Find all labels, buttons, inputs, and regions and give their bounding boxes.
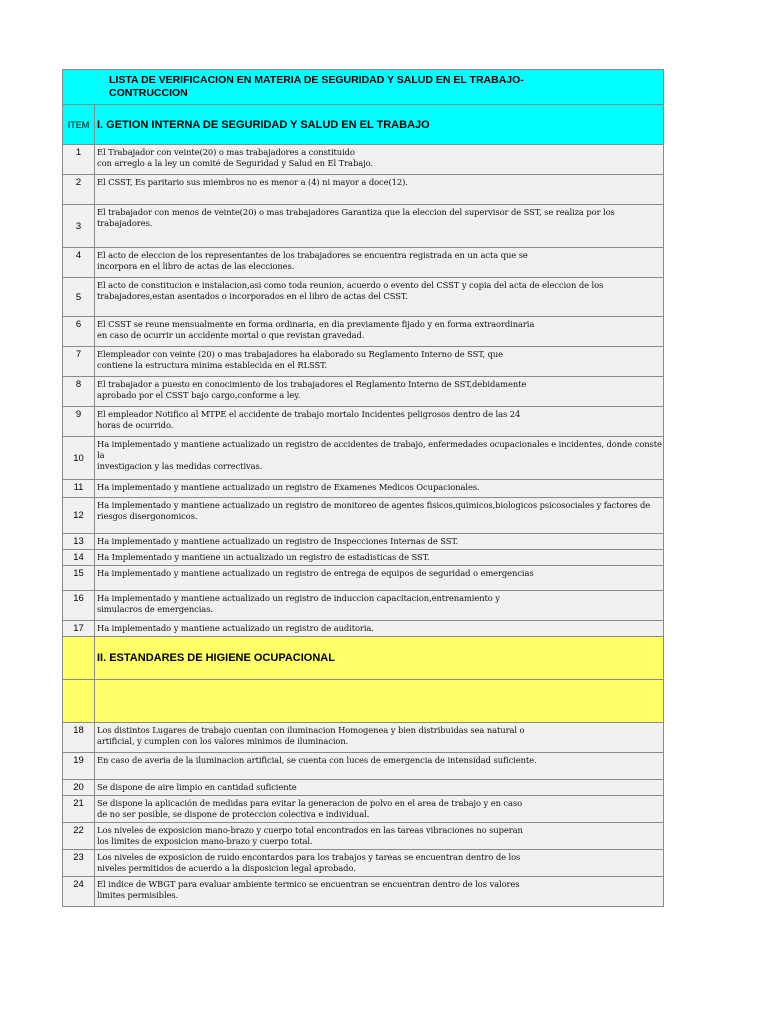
item-number: 13 [63, 534, 95, 550]
table-row [63, 347, 664, 377]
item-text: Ha implementado y mantiene actualizado un registro de induccion capacitacion,entrenamiento y simulacros de emergencias. [95, 591, 664, 621]
item-number: 20 [63, 780, 95, 796]
item-header: ITEM [63, 105, 95, 145]
item-text: El trabajador a puesto en conocimiento de los trabajadores el Reglamento Interno de SST,debidamente aprobado por el CSST bajo cargo,conforme a ley. [95, 377, 664, 407]
item-text: Se dispone la aplicación de medidas para evitar la generacion de polvo en el area de trabajo y en caso de no ser posible, se dispone de proteccion colectiva e individual. [95, 796, 664, 823]
item-text: Ha implementado y mantiene actualizado un registro de accidentes de trabajo, enfermedades ocupacionales e incidentes, donde conste la investigacion y las medidas correctivas. [95, 437, 664, 480]
item-text: Ha implementado y mantiene actualizado un registro de entrega de equipos de seguridad o emergencias [95, 566, 664, 591]
item-number: 24 [63, 877, 95, 907]
item-number: 15 [63, 566, 95, 591]
table-row [63, 248, 664, 278]
table-row [63, 377, 664, 407]
checklist-sheet [62, 69, 663, 907]
item-number: 12 [63, 498, 95, 534]
table-row [63, 534, 664, 550]
item-number: 1 [63, 145, 95, 175]
item-number: 17 [63, 621, 95, 637]
item-text: El acto de constitucion e instalacion,asi como toda reunion, acuerdo o evento del CSST y copia del acta de eleccion de los trabajadores,estan asentados o incorporados en el libro de actas del CSST. [95, 278, 664, 317]
item-text: Ha implementado y mantiene actualizado un registro de monitoreo de agentes fisicos,quimicos,biologicos psicosociales y factores de riesgos disergonomicos. [95, 498, 664, 534]
table-row [63, 145, 664, 175]
item-text: El Trabajador con veinte(20) o mas trabajadores a constituido con arreglo a la ley un comité de Seguridad y Salud en El Trabajo. [95, 145, 664, 175]
section-row-2 [63, 637, 664, 680]
item-text: El acto de eleccion de los representantes de los trabajadores se encuentra registrada en un acta que se incorpora en el libro de actas de las elecciones. [95, 248, 664, 278]
table-row [63, 498, 664, 534]
table-row [63, 753, 664, 780]
item-text: En caso de averia de la iluminacion artificial, se cuenta con luces de emergencia de intensidad suficiente. [95, 753, 664, 780]
table-row [63, 621, 664, 637]
item-number: 6 [63, 317, 95, 347]
item-number: 21 [63, 796, 95, 823]
item-text: Los niveles de exposicion de ruido encontardos para los trabajos y tareas se encuentran dentro de los niveles permitidos de acuerdo a la disposicion legal aprobado. [95, 850, 664, 877]
item-number: 22 [63, 823, 95, 850]
item-text: Los distintos Lugares de trabajo cuentan con iluminacion Homogenea y bien distribuidas sea natural o artificial, y cumplen con los valores minimos de iluminacion. [95, 723, 664, 753]
item-text: Ha Implementado y mantiene un actualizado un registro de estadisticas de SST. [95, 550, 664, 566]
item-number: 2 [63, 175, 95, 205]
table-row [63, 480, 664, 498]
item-text: Ha implementado y mantiene actualizado un registro de auditoria. [95, 621, 664, 637]
table-row [63, 850, 664, 877]
section-title-1: I. GETION INTERNA DE SEGURIDAD Y SALUD EN EL TRABAJO [95, 105, 664, 145]
item-text: El indice de WBGT para evaluar ambiente termico se encuentran se encuentran dentro de los valores limites permisibles. [95, 877, 664, 907]
table-row [63, 205, 664, 248]
checklist-table [62, 69, 664, 907]
table-row [63, 796, 664, 823]
item-number: 9 [63, 407, 95, 437]
item-text: El CSST, Es paritario sus miembros no es menor a (4) ni mayor a doce(12). [95, 175, 664, 205]
item-number: 4 [63, 248, 95, 278]
section-spacer-row [63, 680, 664, 723]
table-row [63, 823, 664, 850]
document-title: LISTA DE VERIFICACION EN MATERIA DE SEGURIDAD Y SALUD EN EL TRABAJO- CONTRUCCION [109, 74, 524, 99]
table-row [63, 317, 664, 347]
item-text: El CSST se reune mensualmente en forma ordinaria, en dia previamente fijado y en forma extraordinaria en caso de ocurrir un accidente mortal o que revistan gravedad. [95, 317, 664, 347]
item-number: 16 [63, 591, 95, 621]
title-row [63, 70, 664, 105]
table-row [63, 877, 664, 907]
item-text: Se dispone de aire limpio en cantidad suficiente [95, 780, 664, 796]
table-row [63, 566, 664, 591]
item-number: 10 [63, 437, 95, 480]
item-number: 8 [63, 377, 95, 407]
item-text: Ha implementado y mantiene actualizado un registro de Inspecciones Internas de SST. [95, 534, 664, 550]
table-row [63, 591, 664, 621]
table-row [63, 175, 664, 205]
table-row [63, 550, 664, 566]
item-number: 19 [63, 753, 95, 780]
item-number: 23 [63, 850, 95, 877]
item-number: 18 [63, 723, 95, 753]
item-text: Elempleador con veinte (20) o mas trabajadores ha elaborado su Reglamento Interno de SST, que contiene la estructura minima establecida en el RLSST. [95, 347, 664, 377]
table-row [63, 780, 664, 796]
table-row [63, 278, 664, 317]
item-number: 11 [63, 480, 95, 498]
table-row [63, 723, 664, 753]
section-title-2: II. ESTANDARES DE HIGIENE OCUPACIONAL [95, 637, 664, 680]
item-text: Los niveles de exposicion mano-brazo y cuerpo total encontrados en las tareas vibraciones no superan los limites de exposicion mano-brazo y cuerpo total. [95, 823, 664, 850]
item-number: 14 [63, 550, 95, 566]
item-number: 3 [63, 205, 95, 248]
item-text: El empleador Notifico al MTPE el accidente de trabajo mortalo Incidentes peligrosos dentro de las 24 horas de ocurrido. [95, 407, 664, 437]
item-number: 7 [63, 347, 95, 377]
table-row [63, 437, 664, 480]
item-text: Ha implementado y mantiene actualizado un registro de Examenes Medicos Ocupacionales. [95, 480, 664, 498]
item-text: El trabajador con menos de veinte(20) o mas trabajadores Garantiza que la eleccion del supervisor de SST, se realiza por los trabajadores. [95, 205, 664, 248]
item-number: 5 [63, 278, 95, 317]
table-row [63, 407, 664, 437]
section-row-1 [63, 105, 664, 145]
